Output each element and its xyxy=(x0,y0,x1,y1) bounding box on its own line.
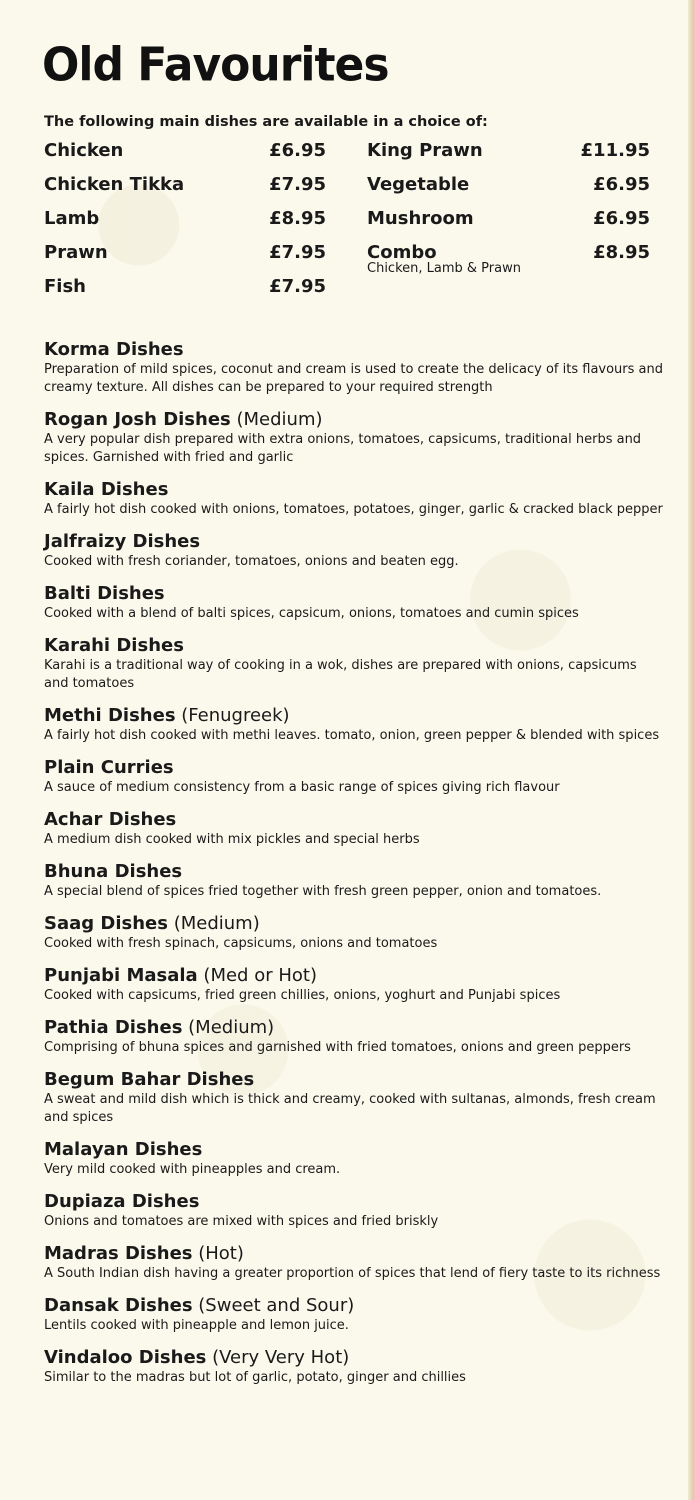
dish-note: (Very Very Hot) xyxy=(206,1347,350,1368)
dish-item xyxy=(44,338,664,397)
dish-name: Kaila Dishes xyxy=(44,479,169,500)
price-choices xyxy=(44,140,650,310)
dish-name: Rogan Josh Dishes xyxy=(44,409,231,430)
dish-name: Vindaloo Dishes xyxy=(44,1347,207,1368)
dish-name: Begum Bahar Dishes xyxy=(44,1069,255,1090)
intro-text: The following main dishes are available in a choice of: xyxy=(44,114,488,130)
dish-name: Punjabi Masala xyxy=(44,965,198,986)
price-row xyxy=(367,140,650,174)
page-edge xyxy=(688,0,694,1500)
dish-name: Saag Dishes xyxy=(44,913,168,934)
dish-description: Preparation of mild spices, coconut and cream is used to create the delicacy of its flavours and creamy texture. All dishes can be prepared to your required strength xyxy=(44,362,663,395)
dish-description: Very mild cooked with pineapples and cream. xyxy=(44,1162,341,1177)
dish-note: (Sweet and Sour) xyxy=(192,1295,355,1316)
choice-name: Fish xyxy=(44,276,86,297)
dish-description: A very popular dish prepared with extra onions, tomatoes, capsicums, traditional herbs and spices. Garnished with fried and garlic xyxy=(44,432,642,465)
choice-price: £8.95 xyxy=(269,208,326,229)
dish-item xyxy=(44,1242,664,1283)
price-row xyxy=(367,174,650,208)
dish-item xyxy=(44,756,664,797)
dish-item xyxy=(44,860,664,901)
dish-note: (Fenugreek) xyxy=(175,705,290,726)
choice-price: £6.95 xyxy=(593,208,650,229)
dish-description: A South Indian dish having a greater proportion of spices that lend of fiery taste to its richness xyxy=(44,1266,661,1281)
dish-item xyxy=(44,582,664,623)
dish-item xyxy=(44,634,664,693)
dish-list xyxy=(44,338,664,1398)
dish-name-line xyxy=(44,338,664,361)
choice-price: £7.95 xyxy=(269,276,326,297)
price-row xyxy=(44,174,326,208)
choice-price: £11.95 xyxy=(580,140,650,161)
dish-item xyxy=(44,964,664,1005)
choice-name: Vegetable xyxy=(367,174,470,195)
dish-name-line xyxy=(44,1068,664,1091)
dish-item xyxy=(44,530,664,571)
dish-description: Cooked with a blend of balti spices, capsicum, onions, tomatoes and cumin spices xyxy=(44,606,579,621)
dish-note: (Hot) xyxy=(192,1243,244,1264)
dish-name: Plain Curries xyxy=(44,757,174,778)
dish-name-line xyxy=(44,634,664,657)
dish-description: A sauce of medium consistency from a basic range of spices giving rich flavour xyxy=(44,780,560,795)
dish-description: Onions and tomatoes are mixed with spices and fried briskly xyxy=(44,1214,439,1229)
dish-description: Lentils cooked with pineapple and lemon juice. xyxy=(44,1318,349,1333)
combo-description: Chicken, Lamb & Prawn xyxy=(367,261,521,276)
dish-item xyxy=(44,1068,664,1127)
dish-description: Similar to the madras but lot of garlic, potato, ginger and chillies xyxy=(44,1370,466,1385)
dish-name: Madras Dishes xyxy=(44,1243,193,1264)
page-title: Old Favourites xyxy=(42,38,389,93)
dish-name-line xyxy=(44,756,664,779)
dish-name-line xyxy=(44,478,664,501)
dish-item xyxy=(44,808,664,849)
price-row xyxy=(44,140,326,174)
choice-price: £6.95 xyxy=(269,140,326,161)
dish-description: A special blend of spices fried together with fresh green pepper, onion and tomatoes. xyxy=(44,884,602,899)
dish-note: (Medium) xyxy=(182,1017,275,1038)
dish-description: Cooked with fresh spinach, capsicums, onions and tomatoes xyxy=(44,936,438,951)
choice-name: King Prawn xyxy=(367,140,483,161)
dish-name: Balti Dishes xyxy=(44,583,165,604)
choice-price: £7.95 xyxy=(269,242,326,263)
dish-note: (Medium) xyxy=(167,913,260,934)
dish-description: A fairly hot dish cooked with onions, tomatoes, potatoes, ginger, garlic & cracked black pepper xyxy=(44,502,663,517)
dish-name: Karahi Dishes xyxy=(44,635,184,656)
dish-name-line xyxy=(44,1190,664,1213)
dish-name-line xyxy=(44,860,664,883)
choice-name: Mushroom xyxy=(367,208,474,229)
choice-name: Chicken xyxy=(44,140,124,161)
dish-name-line xyxy=(44,1294,664,1317)
price-row xyxy=(44,242,326,276)
dish-description: A fairly hot dish cooked with methi leaves. tomato, onion, green pepper & blended with spices xyxy=(44,728,660,743)
dish-description: Cooked with fresh coriander, tomatoes, onions and beaten egg. xyxy=(44,554,459,569)
dish-name: Malayan Dishes xyxy=(44,1139,203,1160)
dish-name-line xyxy=(44,912,664,935)
dish-description: A medium dish cooked with mix pickles and special herbs xyxy=(44,832,420,847)
dish-name-line xyxy=(44,1242,664,1265)
dish-item xyxy=(44,912,664,953)
dish-description: Karahi is a traditional way of cooking in a wok, dishes are prepared with onions, capsicums and tomatoes xyxy=(44,658,637,691)
choice-price: £6.95 xyxy=(593,174,650,195)
dish-item xyxy=(44,408,664,467)
dish-name: Pathia Dishes xyxy=(44,1017,183,1038)
dish-name-line xyxy=(44,1138,664,1161)
choice-name: Prawn xyxy=(44,242,108,263)
dish-item xyxy=(44,1138,664,1179)
price-row xyxy=(44,208,326,242)
dish-name: Achar Dishes xyxy=(44,809,177,830)
dish-name-line xyxy=(44,582,664,605)
choice-name: Chicken Tikka xyxy=(44,174,185,195)
price-row xyxy=(44,276,326,310)
dish-name-line xyxy=(44,964,664,987)
dish-description: Cooked with capsicums, fried green chillies, onions, yoghurt and Punjabi spices xyxy=(44,988,561,1003)
dish-name: Dansak Dishes xyxy=(44,1295,193,1316)
dish-name-line xyxy=(44,1016,664,1039)
dish-item xyxy=(44,1294,664,1335)
dish-item xyxy=(44,1190,664,1231)
dish-description: A sweat and mild dish which is thick and creamy, cooked with sultanas, almonds, fresh cream and spices xyxy=(44,1092,656,1125)
dish-name: Bhuna Dishes xyxy=(44,861,183,882)
dish-name: Dupiaza Dishes xyxy=(44,1191,200,1212)
dish-name-line xyxy=(44,808,664,831)
dish-item xyxy=(44,704,664,745)
dish-name-line xyxy=(44,704,664,727)
dish-name: Korma Dishes xyxy=(44,339,184,360)
dish-description: Comprising of bhuna spices and garnished with fried tomatoes, onions and green peppers xyxy=(44,1040,631,1055)
choice-name: Combo xyxy=(367,242,437,263)
dish-item xyxy=(44,1016,664,1057)
dish-name-line xyxy=(44,1346,664,1369)
choice-price: £8.95 xyxy=(593,242,650,263)
price-row xyxy=(367,208,650,242)
choice-price: £7.95 xyxy=(269,174,326,195)
dish-item xyxy=(44,478,664,519)
dish-note: (Med or Hot) xyxy=(197,965,317,986)
choice-name: Lamb xyxy=(44,208,100,229)
dish-note: (Medium) xyxy=(230,409,323,430)
dish-item xyxy=(44,1346,664,1387)
dish-name: Methi Dishes xyxy=(44,705,176,726)
dish-name: Jalfraizy Dishes xyxy=(44,531,201,552)
dish-name-line xyxy=(44,408,664,431)
price-column-right xyxy=(367,140,650,276)
price-column-left xyxy=(44,140,326,310)
dish-name-line xyxy=(44,530,664,553)
